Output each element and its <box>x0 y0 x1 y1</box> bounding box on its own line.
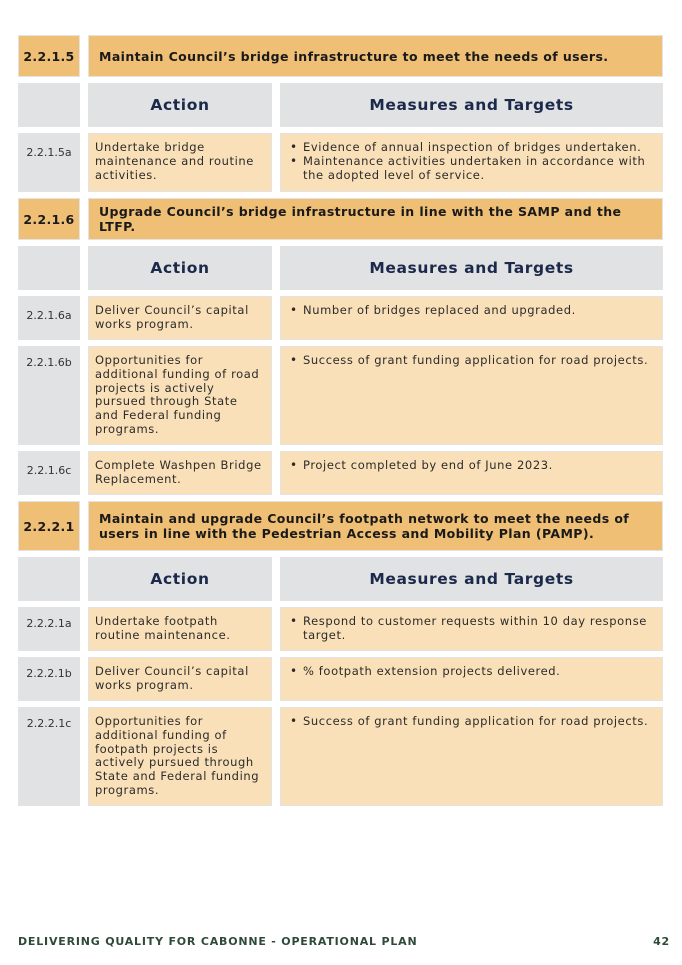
table-row <box>18 451 663 495</box>
row-id: 2.2.2.1a <box>18 607 80 651</box>
measures-heading: Measures and Targets <box>280 557 663 601</box>
action-heading: Action <box>88 557 272 601</box>
measure-item: • Evidence of annual inspection of bridges undertaken. <box>289 141 656 155</box>
row-id: 2.2.1.6b <box>18 346 80 445</box>
objective-row <box>18 501 663 551</box>
row-id: 2.2.2.1b <box>18 657 80 701</box>
header-blank <box>18 557 80 601</box>
column-header-row <box>18 557 663 601</box>
table-row <box>18 133 663 192</box>
footer-title: DELIVERING QUALITY FOR CABONNE - OPERATIONAL PLAN <box>18 935 418 948</box>
row-measures <box>280 133 663 192</box>
row-action: Opportunities for additional funding of footpath projects is actively pursued through State and Federal funding programs. <box>88 707 272 806</box>
row-id: 2.2.2.1c <box>18 707 80 806</box>
row-measures <box>280 657 663 701</box>
row-measures <box>280 296 663 340</box>
row-action: Undertake bridge maintenance and routine activities. <box>88 133 272 192</box>
row-measures <box>280 707 663 806</box>
row-action: Opportunities for additional funding of road projects is actively pursued through State and Federal funding programs. <box>88 346 272 445</box>
measure-item: • Respond to customer requests within 10 day response target. <box>289 615 656 643</box>
objective-row <box>18 35 663 77</box>
column-header-row <box>18 83 663 127</box>
row-action: Undertake footpath routine maintenance. <box>88 607 272 651</box>
measure-item: • Project completed by end of June 2023. <box>289 459 656 473</box>
row-action: Complete Washpen Bridge Replacement. <box>88 451 272 495</box>
header-blank <box>18 83 80 127</box>
measure-item: • Number of bridges replaced and upgraded. <box>289 304 656 318</box>
row-id: 2.2.1.5a <box>18 133 80 192</box>
measure-item: • Maintenance activities undertaken in accordance with the adopted level of service. <box>289 155 656 183</box>
row-id: 2.2.1.6a <box>18 296 80 340</box>
table-row <box>18 346 663 445</box>
action-heading: Action <box>88 246 272 290</box>
page-footer <box>18 935 670 948</box>
operational-plan-table <box>18 35 663 812</box>
objective-row <box>18 198 663 240</box>
objective-title: Maintain Council’s bridge infrastructure to meet the needs of users. <box>88 35 663 77</box>
measure-item: • % footpath extension projects delivered. <box>289 665 656 679</box>
objective-id: 2.2.1.6 <box>18 198 80 240</box>
measures-heading: Measures and Targets <box>280 83 663 127</box>
action-heading: Action <box>88 83 272 127</box>
column-header-row <box>18 246 663 290</box>
objective-title: Maintain and upgrade Council’s footpath network to meet the needs of users in line with the Pedestrian Access and Mobility Plan (PAMP). <box>88 501 663 551</box>
objective-id: 2.2.2.1 <box>18 501 80 551</box>
row-measures <box>280 607 663 651</box>
header-blank <box>18 246 80 290</box>
measures-heading: Measures and Targets <box>280 246 663 290</box>
objective-title: Upgrade Council’s bridge infrastructure in line with the SAMP and the LTFP. <box>88 198 663 240</box>
table-row <box>18 707 663 806</box>
row-measures <box>280 451 663 495</box>
table-row <box>18 296 663 340</box>
objective-id: 2.2.1.5 <box>18 35 80 77</box>
table-row <box>18 657 663 701</box>
row-action: Deliver Council’s capital works program. <box>88 657 272 701</box>
row-action: Deliver Council’s capital works program. <box>88 296 272 340</box>
table-row <box>18 607 663 651</box>
row-id: 2.2.1.6c <box>18 451 80 495</box>
measure-item: • Success of grant funding application for road projects. <box>289 715 656 729</box>
page-number: 42 <box>653 935 670 948</box>
measure-item: • Success of grant funding application for road projects. <box>289 354 656 368</box>
row-measures <box>280 346 663 445</box>
